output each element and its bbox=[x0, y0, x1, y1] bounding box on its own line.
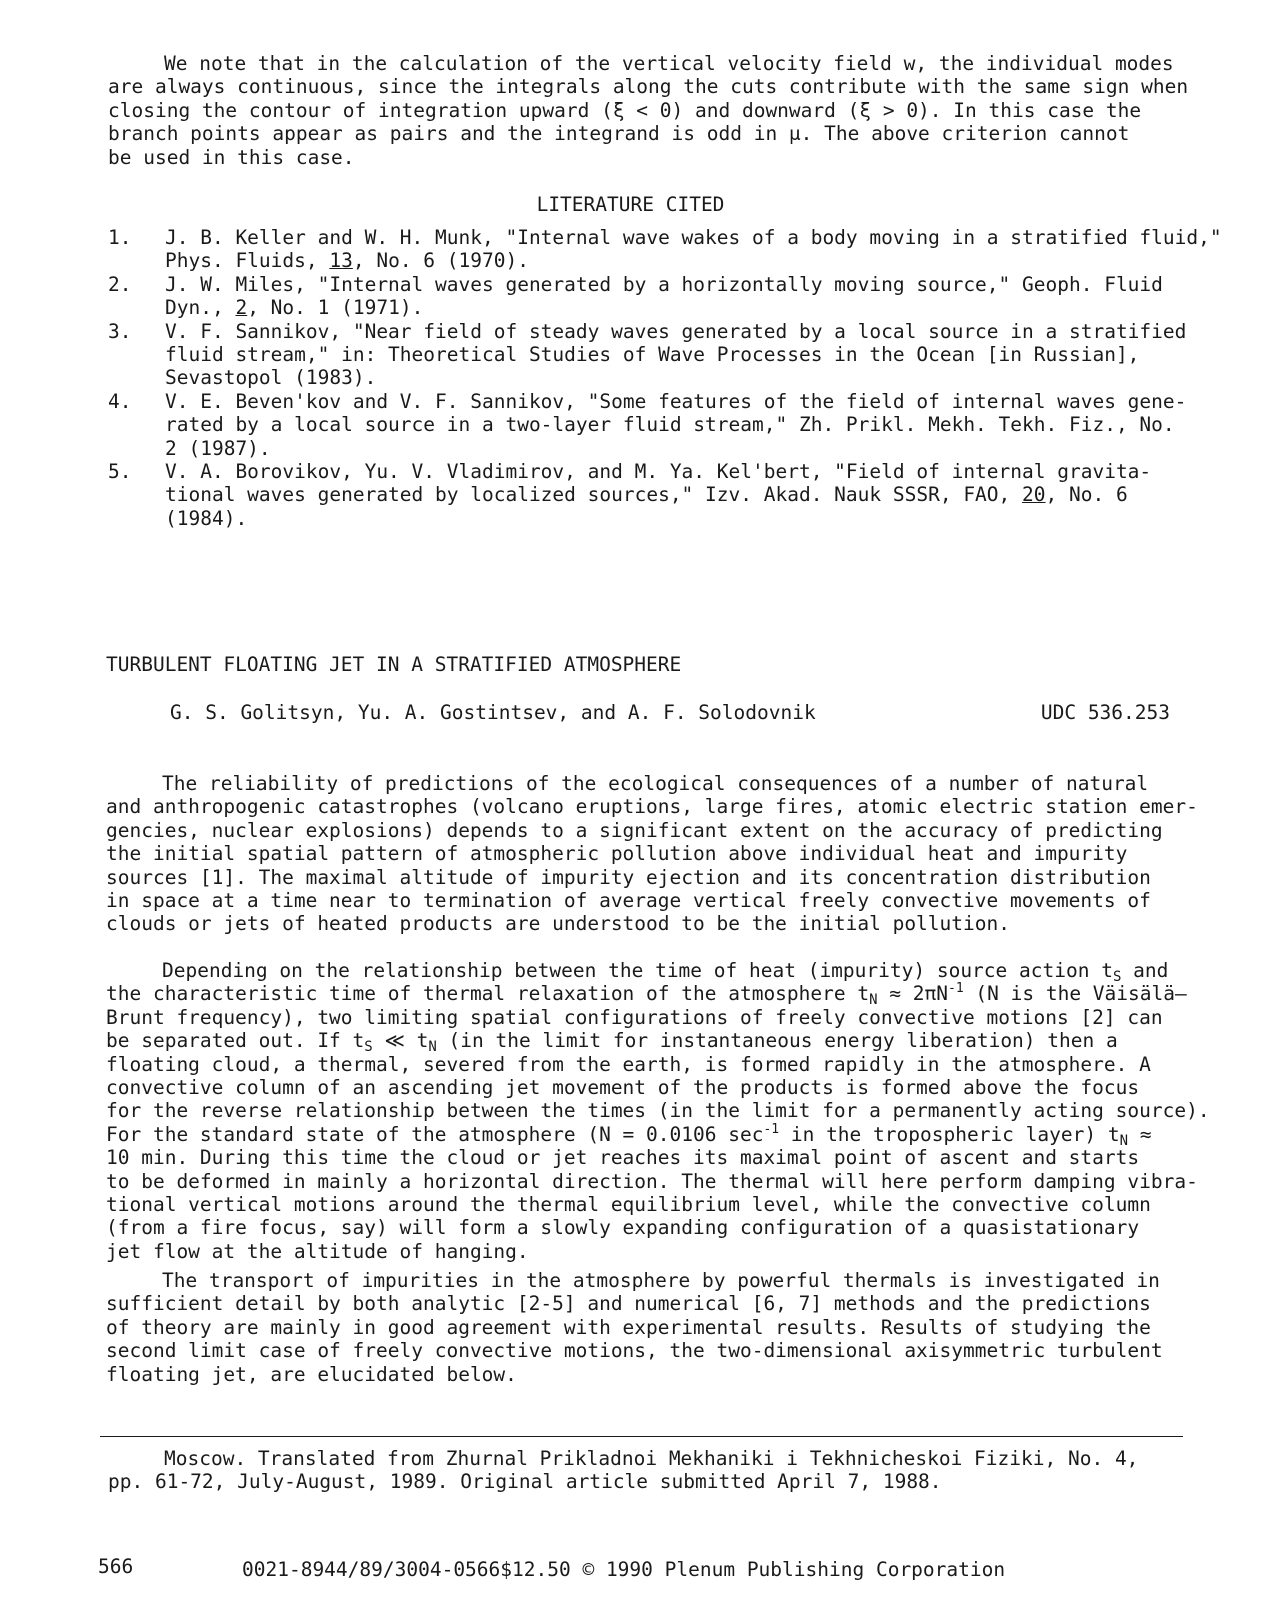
text-line: and anthropogenic catastrophes (volcano eruptions, large fires, atomic electric station emer- bbox=[106, 795, 1198, 819]
text-line: branch points appear as pairs and the integrand is odd in μ. The above criterion cannot bbox=[108, 122, 1130, 146]
reference-number: 3. bbox=[108, 319, 132, 343]
article-paragraph bbox=[106, 959, 1210, 1263]
text-line: Sevastopol (1983). bbox=[165, 366, 377, 390]
text-line: second limit case of freely convective motions, the two-dimensional axisymmetric turbulent bbox=[106, 1339, 1163, 1363]
text-line: The transport of impurities in the atmosphere by powerful thermals is investigated in bbox=[162, 1269, 1160, 1292]
previous-article-closing-paragraph bbox=[108, 52, 1189, 169]
text-line: clouds or jets of heated products are understood to be the initial pollution. bbox=[106, 912, 1010, 936]
footnote-divider bbox=[100, 1436, 1183, 1437]
reference-item bbox=[108, 390, 1188, 460]
text-line: tional vertical motions around the thermal equilibrium level, while the convective column bbox=[106, 1193, 1151, 1217]
text-line: Moscow. Translated from Zhurnal Prikladnoi Mekhaniki i Tekhnicheskoi Fiziki, No. 4, bbox=[164, 1447, 1139, 1470]
reference-text bbox=[165, 460, 1188, 530]
text-line: V. F. Sannikov, "Near field of steady waves generated by a local source in a stratified bbox=[165, 319, 1187, 343]
reference-text bbox=[165, 390, 1188, 460]
text-line: We note that in the calculation of the vertical velocity field w, the individual modes bbox=[164, 52, 1174, 75]
article-title: TURBULENT FLOATING JET IN A STRATIFIED ATMOSPHERE bbox=[106, 653, 682, 676]
text-line: Depending on the relationship between the time of heat (impurity) source action $t_S$ and bbox=[162, 959, 1169, 985]
reference-number: 1. bbox=[108, 226, 132, 249]
reference-text bbox=[165, 226, 1222, 273]
text-line: the initial spatial pattern of atmospheric pollution above individual heat and impurity bbox=[106, 842, 1128, 866]
text-line: sufficient detail by both analytic [2-5] and numerical [6, 7] methods and the predictions bbox=[106, 1292, 1151, 1316]
text-line: (1984). bbox=[165, 506, 248, 530]
text-line: be used in this case. bbox=[108, 145, 355, 169]
text-line: floating cloud, a thermal, severed from the earth, is formed rapidly in the atmosphere. A bbox=[106, 1052, 1151, 1076]
text-line: sources [1]. The maximal altitude of impurity ejection and its concentration distribution bbox=[106, 865, 1151, 889]
text-line: to be deformed in mainly a horizontal direction. The thermal will here perform damping vibra- bbox=[106, 1169, 1198, 1193]
text-line: The reliability of predictions of the ecological consequences of a number of natural bbox=[162, 772, 1149, 795]
reference-text bbox=[165, 320, 1188, 390]
text-line: jet flow at the altitude of hanging. bbox=[106, 1239, 529, 1263]
text-line: For the standard state of the atmosphere (N = 0.0106 $\sec^{-1}$ in the tropospheric layer) $t_N$ ≈ bbox=[106, 1121, 1152, 1149]
reference-list bbox=[108, 226, 1222, 530]
text-line: Phys. Fluids, 13, No. 6 (1970). bbox=[165, 249, 529, 273]
text-line: 10 min. During this time the cloud or jet reaches its maximal point of ascent and starts bbox=[106, 1146, 1140, 1170]
text-line: fluid stream," in: Theoretical Studies of Wave Processes in the Ocean [in Russian], bbox=[165, 343, 1140, 367]
text-line: 2 (1987). bbox=[165, 436, 271, 460]
reference-number: 2. bbox=[108, 272, 132, 296]
text-line: Dyn., 2, No. 1 (1971). bbox=[165, 296, 424, 320]
article-paragraph bbox=[106, 772, 1206, 936]
text-line: J. B. Keller and W. H. Munk, "Internal wave wakes of a body moving in a stratified fluid," bbox=[165, 226, 1222, 249]
reference-number: 5. bbox=[108, 460, 132, 484]
text-line: J. W. Miles, "Internal waves generated by a horizontally moving source," Geoph. Fluid bbox=[165, 272, 1163, 296]
reference-item bbox=[108, 460, 1188, 530]
text-line: V. A. Borovikov, Yu. V. Vladimirov, and M. Ya. Kel'bert, "Field of internal gravita- bbox=[165, 460, 1152, 484]
text-line: V. E. Beven'kov and V. F. Sannikov, "Some features of the field of internal waves gene- bbox=[165, 389, 1187, 413]
article-paragraph bbox=[106, 1269, 1206, 1386]
literature-cited-heading: LITERATURE CITED bbox=[536, 193, 725, 216]
reference-text bbox=[165, 273, 1188, 320]
text-line: pp. 61-72, July-August, 1989. Original article submitted April 7, 1988. bbox=[108, 1470, 942, 1494]
reference-number: 4. bbox=[108, 389, 132, 413]
text-line: are always continuous, since the integrals along the cuts contribute with the same sign when bbox=[108, 75, 1189, 99]
reference-item bbox=[108, 226, 1222, 273]
text-line: tional waves generated by localized sources," Izv. Akad. Nauk SSSR, FAO, 20, No. 6 bbox=[165, 483, 1128, 507]
text-line: rated by a local source in a two-layer fluid stream," Zh. Prikl. Mekh. Tekh. Fiz., No. bbox=[165, 413, 1175, 437]
copyright-line: 0021-8944/89/3004-0566$12.50 © 1990 Plenum Publishing Corporation bbox=[242, 1558, 1006, 1581]
page-number: 566 bbox=[98, 1555, 134, 1578]
text-line: (from a fire focus, say) will form a slowly expanding configuration of a quasistationary bbox=[106, 1216, 1140, 1240]
text-line: floating jet, are elucidated below. bbox=[106, 1362, 517, 1386]
udc-code: UDC 536.253 bbox=[1040, 701, 1170, 724]
text-line: the characteristic time of thermal relaxation of the atmosphere $t_N \approx 2\pi N^{-1}$ (N is the Väisälä– bbox=[106, 981, 1187, 1009]
reference-item bbox=[108, 320, 1188, 390]
text-line: gencies, nuclear explosions) depends to a significant extent on the accuracy of predicting bbox=[106, 818, 1163, 842]
text-line: in space at a time near to termination of average vertical freely convective movements of bbox=[106, 889, 1151, 913]
article-byline bbox=[170, 701, 1170, 724]
text-line: of theory are mainly in good agreement with experimental results. Results of studying the bbox=[106, 1315, 1151, 1339]
text-line: closing the contour of integration upward (ξ < 0) and downward (ξ > 0). In this case the bbox=[108, 98, 1142, 122]
article-authors: G. S. Golitsyn, Yu. A. Gostintsev, and A. F. Solodovnik bbox=[170, 701, 816, 724]
text-line: Brunt frequency), two limiting spatial configurations of freely convective motions [2] can bbox=[106, 1005, 1163, 1029]
reference-item bbox=[108, 273, 1188, 320]
text-line: for the reverse relationship between the times (in the limit for a permanently acting source). bbox=[106, 1099, 1210, 1123]
text-line: be separated out. If $t_S$ ≪ $t_N$ (in the limit for instantaneous energy liberation) then a bbox=[106, 1029, 1118, 1056]
text-line: convective column of an ascending jet movement of the products is formed above the focus bbox=[106, 1076, 1140, 1100]
footnote bbox=[108, 1447, 1188, 1494]
